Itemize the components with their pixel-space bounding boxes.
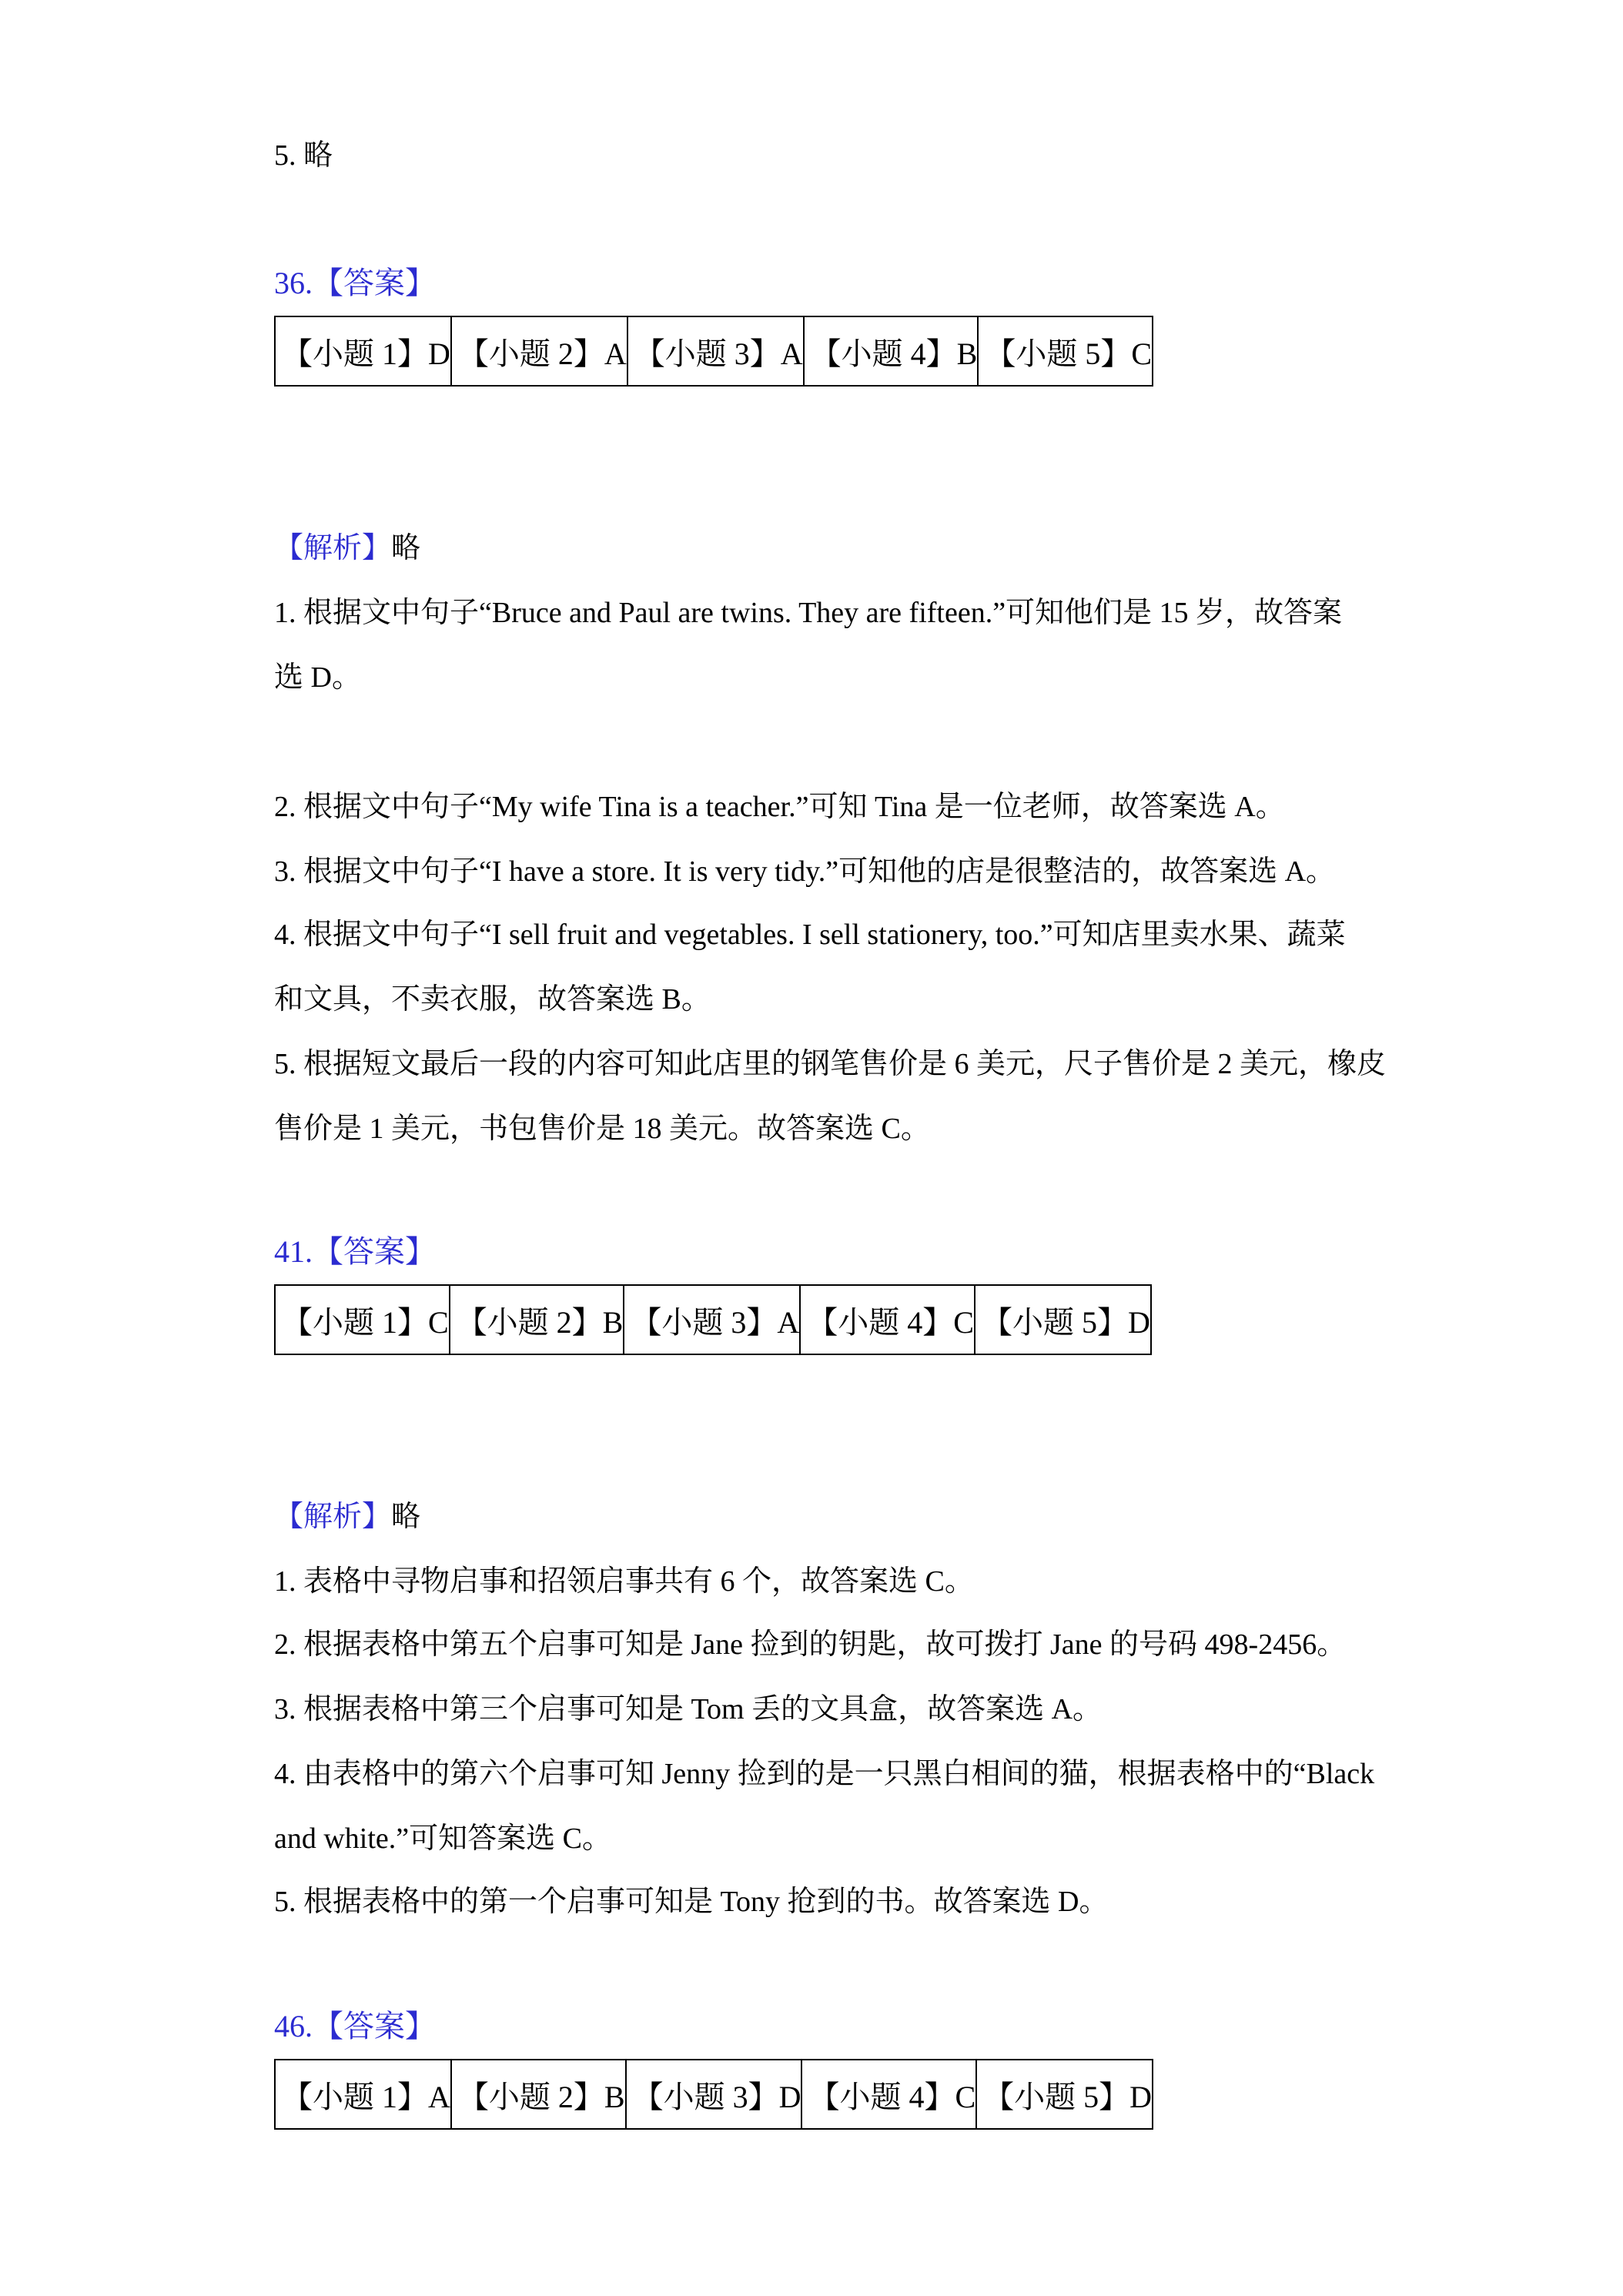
analysis-line: 4. 根据文中句子“I sell fruit and vegetables. I sell stationery, too.”可知店里卖水果、蔬菜: [274, 919, 1346, 951]
analysis-line: 4. 由表格中的第六个启事可知 Jenny 捡到的是一只黑白相间的猫，根据表格中的“Black: [274, 1758, 1375, 1790]
answer-table-46: [274, 2059, 1153, 2130]
analysis-line: 2. 根据表格中第五个启事可知是 Jane 捡到的钥匙，故可拨打 Jane 的号码 498-2456。: [274, 1628, 1347, 1661]
previous-item-5: 5. 略: [274, 139, 333, 172]
answer-cell: 【小题 3】A: [627, 316, 804, 386]
answer-cell: 【小题 1】D: [275, 316, 451, 386]
analysis-line: 2. 根据文中句子“My wife Tina is a teacher.”可知 Tina 是一位老师，故答案选 A。: [274, 791, 1285, 823]
analysis-heading-41: [274, 1498, 1367, 1535]
answer-row: [275, 316, 1153, 386]
answer-cell: 【小题 4】C: [800, 1285, 975, 1354]
analysis-line: 选 D。: [274, 661, 361, 694]
answer-heading-46: 46.【答案】: [274, 2009, 436, 2043]
analysis-line: and white.”可知答案选 C。: [274, 1822, 612, 1855]
answer-cell: 【小题 3】A: [624, 1285, 800, 1354]
answer-row: [275, 1285, 1151, 1354]
answer-table-41: [274, 1284, 1152, 1355]
analysis-suffix: 略: [391, 532, 421, 564]
answer-table-36: [274, 316, 1153, 387]
analysis-line: 1. 表格中寻物启事和招领启事共有 6 个，故答案选 C。: [274, 1565, 974, 1598]
answer-cell: 【小题 3】D: [626, 2060, 802, 2129]
analysis-heading-36: [274, 530, 1367, 567]
answer-cell: 【小题 5】C: [978, 316, 1153, 386]
answer-heading-36: 36.【答案】: [274, 266, 436, 300]
analysis-suffix: 略: [391, 1501, 421, 1533]
answer-row: [275, 2060, 1153, 2129]
answer-heading-41: 41.【答案】: [274, 1234, 436, 1269]
analysis-label: 【解析】: [274, 1501, 392, 1533]
analysis-line: 3. 根据文中句子“I have a store. It is very tidy.”可知他的店是很整洁的，故答案选 A。: [274, 855, 1336, 888]
analysis-line: 3. 根据表格中第三个启事可知是 Tom 丢的文具盒，故答案选 A。: [274, 1693, 1103, 1725]
answer-cell: 【小题 4】B: [804, 316, 979, 386]
answer-cell: 【小题 1】C: [275, 1285, 450, 1354]
analysis-line: 5. 根据表格中的第一个启事可知是 Tony 抢到的书。故答案选 D。: [274, 1886, 1109, 1918]
answer-cell: 【小题 1】A: [275, 2060, 451, 2129]
answer-cell: 【小题 2】A: [451, 316, 627, 386]
analysis-line: 1. 根据文中句子“Bruce and Paul are twins. They are fifteen.”可知他们是 15 岁，故答案: [274, 597, 1343, 629]
answer-cell: 【小题 2】B: [451, 2060, 626, 2129]
answer-cell: 【小题 2】B: [450, 1285, 624, 1354]
analysis-line: 和文具，不卖衣服，故答案选 B。: [274, 983, 711, 1016]
analysis-line: 售价是 1 美元，书包售价是 18 美元。故答案选 C。: [274, 1113, 930, 1145]
answer-cell: 【小题 5】D: [976, 2060, 1153, 2129]
analysis-line: 5. 根据短文最后一段的内容可知此店里的钢笔售价是 6 美元，尺子售价是 2 美元，橡皮: [274, 1048, 1387, 1080]
answer-cell: 【小题 5】D: [975, 1285, 1151, 1354]
answer-cell: 【小题 4】C: [801, 2060, 976, 2129]
analysis-label: 【解析】: [274, 532, 392, 564]
